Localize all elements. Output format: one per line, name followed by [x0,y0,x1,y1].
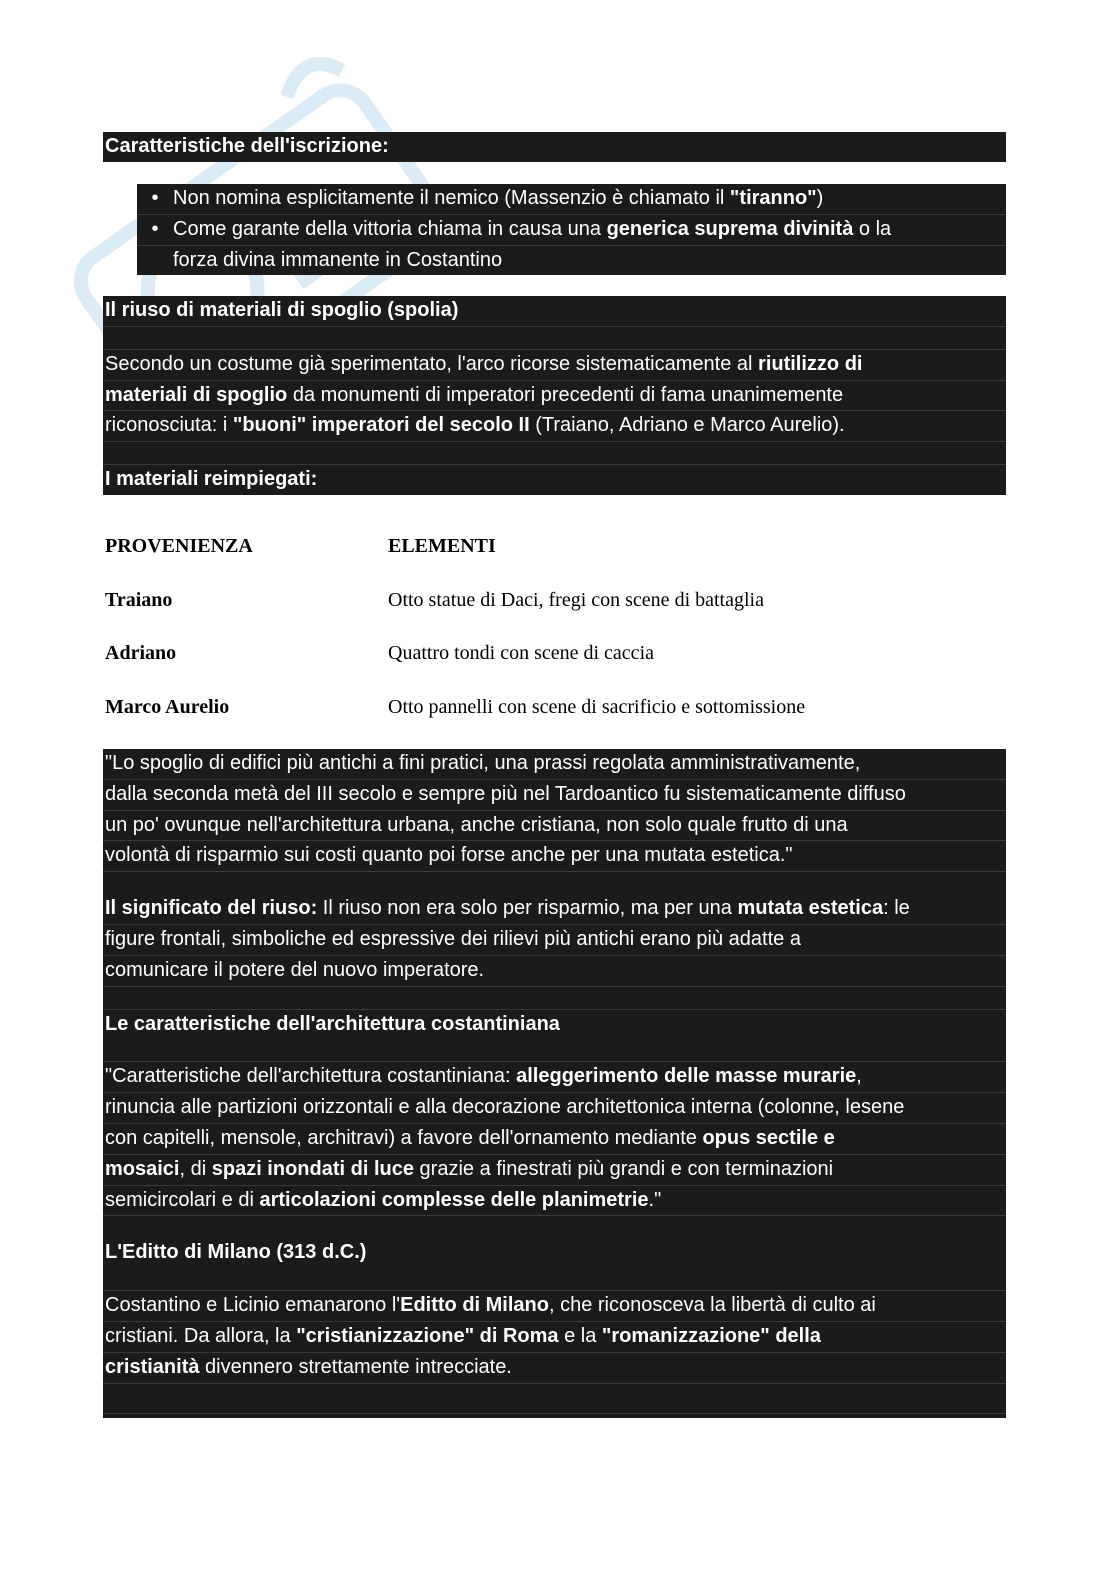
architecture-line: "Caratteristiche dell'architettura costantiniana: alleggerimento delle masse murarie, [103,1062,1006,1093]
bullet-item: • Come garante della vittoria chiama in causa una generica suprema divinità o la [137,215,1006,246]
architecture-line: rinuncia alle partizioni orizzontali e alla decorazione architettonica interna (colonne, lesene [103,1093,1006,1124]
architecture-line: semicircolari e di articolazioni complesse delle planimetrie." [103,1186,1006,1217]
column-header: PROVENIENZA [105,535,253,558]
empty-line [103,1384,1006,1415]
bullet-item: • Non nomina esplicitamente il nemico (Massenzio è chiamato il "tiranno") [137,184,1006,215]
quote-line: volontà di risparmio sui costi quanto poi forse anche per una mutata estetica." [103,841,1006,872]
spolia-line: Secondo un costume già sperimentato, l'arco ricorse sistematicamente al riutilizzo di [103,350,1006,381]
spolia-line: materiali di spoglio da monumenti di imperatori precedenti di fama unanimemente [103,381,1006,412]
quote-line: "Lo spoglio di edifici più antichi a fini pratici, una prassi regolata amministrativamente, [103,749,1006,780]
architecture-line: mosaici, di spazi inondati di luce grazie a finestrati più grandi e con terminazioni [103,1155,1006,1186]
edict-line: cristianità divennero strettamente intrecciate. [103,1353,1006,1384]
table-row: Marco Aurelio Otto pannelli con scene di sacrificio e sottomissione [105,695,806,718]
edict-line: cristiani. Da allora, la "cristianizzazione" di Roma e la "romanizzazione" della [103,1322,1006,1353]
table-row: Traiano Otto statue di Daci, fregi con scene di battaglia [105,588,764,611]
spolia-line: riconosciuta: i "buoni" imperatori del secolo II (Traiano, Adriano e Marco Aurelio). [103,411,1006,442]
materials-heading: I materiali reimpiegati: [105,468,318,491]
main-dark-block [103,749,1006,1418]
quote-line: un po' ovunque nell'architettura urbana, anche cristiana, non solo quale frutto di una [103,811,1006,842]
meaning-line: figure frontali, simboliche ed espressive dei rilievi più antichi erano più adatte a [103,925,1006,956]
inscription-heading: Caratteristiche dell'iscrizione: [105,135,389,157]
materials-table [105,520,1005,734]
edict-line: Costantino e Licinio emanarono l'Editto di Milano, che riconosceva la libertà di culto ai [103,1291,1006,1322]
quote-line: dalla seconda metà del III secolo e sempre più nel Tardoantico fu sistematicamente diffuso [103,780,1006,811]
bullet-icon: • [151,187,159,209]
spolia-section [103,296,1006,495]
architecture-heading: Le caratteristiche dell'architettura costantiniana [105,1012,560,1035]
meaning-line: Il significato del riuso: Il riuso non era solo per risparmio, ma per una mutata estetica: le [103,894,1006,925]
table-row: Adriano Quattro tondi con scene di caccia [105,642,654,665]
inscription-bullets [137,184,1006,275]
bullet-icon: • [151,217,159,240]
bullet-continuation: forza divina immanente in Costantino [173,248,503,271]
table-header-row [105,520,1005,574]
inscription-heading-box [103,132,1006,162]
meaning-line: comunicare il potere del nuovo imperatore. [103,956,1006,987]
spolia-heading: Il riuso di materiali di spoglio (spolia) [103,296,1006,327]
edict-heading: L'Editto di Milano (313 d.C.) [105,1241,367,1264]
column-header: ELEMENTI [388,535,496,558]
architecture-line: con capitelli, mensole, architravi) a favore dell'ornamento mediante opus sectile e [103,1124,1006,1155]
